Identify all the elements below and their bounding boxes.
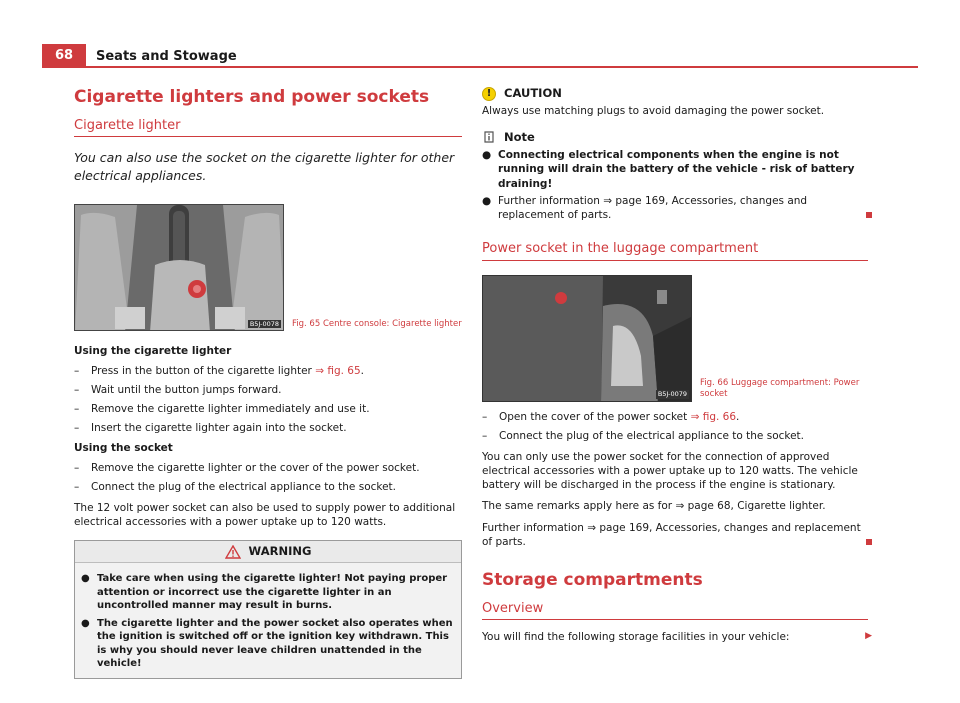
list-item: – Wait until the button jumps forward. <box>74 383 462 397</box>
list-item: – Connect the plug of the electrical appliance to the socket. <box>74 480 462 494</box>
page-header <box>42 44 918 68</box>
socket-steps <box>74 461 462 494</box>
list-item: – Insert the cigarette lighter again into the socket. <box>74 421 462 435</box>
bullet-icon: ● <box>81 573 90 585</box>
centre-console-photo <box>74 204 284 331</box>
figure-caption: Fig. 65 Centre console: Cigarette lighter <box>292 318 462 329</box>
note-item: ● Connecting electrical components when the engine is not running will drain the battery of the vehicle - risk of battery draining! <box>482 149 855 190</box>
info-icon <box>482 130 496 144</box>
continue-arrow-icon: ▶ <box>865 631 872 642</box>
luggage-steps <box>482 410 868 443</box>
section-end-icon <box>866 539 872 545</box>
page-number: 68 <box>42 44 86 68</box>
figure-code: B5J-0079 <box>657 389 687 398</box>
caution-icon: ! <box>482 87 496 101</box>
socket-paragraph: The 12 volt power socket can also be used to supply power to additional electrical accessories with a power uptake up to 120 watts. <box>74 501 456 529</box>
centre-console-illustration <box>75 205 284 331</box>
note-header <box>482 130 868 146</box>
using-socket-heading: Using the socket <box>74 442 173 455</box>
warning-item: ● The cigarette lighter and the power socket also operates when the ignition is switched off or the ignition key withdrawn. This is why you should never leave children unattended in the vehicle! <box>81 617 453 670</box>
figure-65 <box>74 204 462 331</box>
warning-box <box>74 540 462 679</box>
list-item: – Open the cover of the power socket ⇒ fig. 66. <box>482 410 868 424</box>
body-paragraph: The same remarks apply here as for ⇒ page 68, Cigarette lighter. <box>482 500 826 513</box>
list-item: – Connect the plug of the electrical appliance to the socket. <box>482 429 868 443</box>
storage-title: Storage compartments <box>482 569 703 590</box>
figure-66 <box>482 275 868 402</box>
bullet-icon: ● <box>482 149 492 162</box>
section-end-icon <box>866 212 872 218</box>
list-item: – Remove the cigarette lighter immediately and use it. <box>74 402 462 416</box>
list-item: – Remove the cigarette lighter or the cover of the power socket. <box>74 461 462 475</box>
figure-ref-link[interactable]: ⇒ fig. 66 <box>690 410 737 423</box>
warning-body <box>75 563 461 678</box>
section-title: Cigarette lighters and power sockets <box>74 87 430 107</box>
warning-header <box>75 541 461 563</box>
caution-title: CAUTION <box>504 86 562 100</box>
list-item: – Press in the button of the cigarette lighter ⇒ fig. 65. <box>74 364 462 378</box>
warning-item: ● Take care when using the cigarette lighter! Not paying proper attention or incorrect use the cigarette lighter in an uncontrolled manner may result in burns. <box>81 573 448 612</box>
bullet-icon: ● <box>482 194 492 207</box>
figure-caption: Fig. 66 Luggage compartment: Power socket <box>700 378 860 399</box>
luggage-socket-title: Power socket in the luggage compartment <box>482 240 868 261</box>
subsection-title: Cigarette lighter <box>74 117 462 138</box>
bullet-icon: ● <box>81 617 90 629</box>
caution-header <box>482 86 868 102</box>
lighter-steps <box>74 364 462 436</box>
left-column <box>74 86 462 679</box>
overview-title: Overview <box>482 600 868 621</box>
caution-text: Always use matching plugs to avoid damaging the power socket. <box>482 104 825 117</box>
figure-code: B5J-0078 <box>249 319 279 328</box>
warning-title: WARNING <box>248 543 312 558</box>
luggage-compartment-photo <box>482 275 692 402</box>
right-column <box>482 86 872 645</box>
luggage-compartment-illustration <box>483 276 692 402</box>
body-paragraph: Further information ⇒ page 169, Accessories, changes and replacement of parts. <box>482 521 868 549</box>
note-title: Note <box>504 129 535 144</box>
intro-text: You can also use the socket on the cigarette lighter for other electrical appliances. <box>74 150 455 183</box>
using-lighter-heading: Using the cigarette lighter <box>74 345 232 358</box>
chapter-title: Seats and Stowage <box>96 49 237 64</box>
warning-triangle-icon <box>225 545 241 559</box>
overview-text: You will find the following storage facilities in your vehicle: ▶ <box>482 631 872 644</box>
body-paragraph: You can only use the power socket for the connection of approved electrical accessories with a power uptake up to 120 watts. The vehicle battery will be discharged in the process if the engine is stationary. <box>482 450 858 492</box>
note-item: ● Further information ⇒ page 169, Accessories, changes and replacement of parts. <box>482 194 868 222</box>
figure-ref-link[interactable]: ⇒ fig. 65 <box>315 364 361 377</box>
header-divider <box>86 66 918 68</box>
